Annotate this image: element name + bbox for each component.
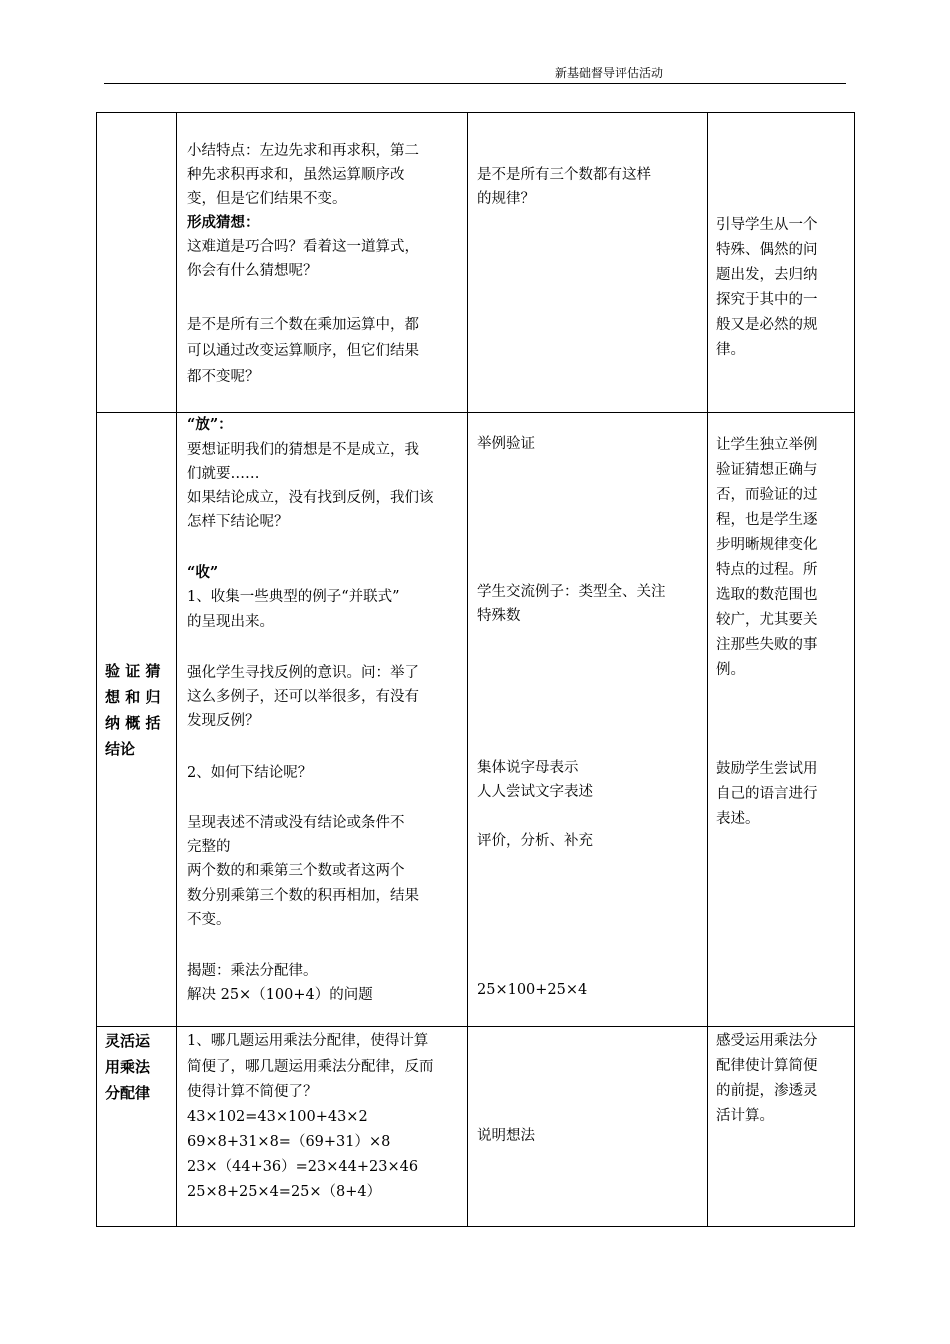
text-line: 般又是必然的规	[716, 317, 818, 333]
formula-line: 69×8+31×8=（69+31）×8	[187, 1134, 391, 1150]
text-line: 简便了，哪几题运用乘法分配律，反而	[187, 1059, 434, 1075]
stage-cell	[97, 413, 177, 1027]
text-line: 的呈现出来。	[187, 614, 274, 630]
design-intent-cell	[708, 413, 855, 1027]
text-line: 的规律？	[477, 191, 535, 207]
text-line: 选取的数范围也	[716, 587, 818, 603]
design-intent-cell	[708, 1027, 855, 1227]
header-rule	[104, 83, 846, 84]
text-line: 说明想法	[477, 1128, 535, 1144]
text-line: 完整的	[187, 839, 231, 855]
text-line: 都不变呢？	[187, 369, 260, 385]
text-line: 是不是所有三个数都有这样	[477, 167, 651, 183]
text-line: 不变。	[187, 912, 231, 928]
stage-label-line: 结论	[105, 740, 136, 758]
text-line: 表述。	[716, 811, 760, 827]
text-line: 律。	[716, 342, 745, 358]
text-line: 数分别乘第三个数的积再相加，结果	[187, 888, 419, 904]
text-line: 评价，分析、补充	[477, 833, 593, 849]
text-line: 种先求积再求和，虽然运算顺序改	[187, 167, 405, 183]
text-line: 是不是所有三个数在乘加运算中，都	[187, 317, 419, 333]
student-activity-cell	[468, 413, 708, 1027]
teacher-activity-cell	[177, 413, 468, 1027]
stage-cell	[97, 1027, 177, 1227]
table-row	[97, 113, 855, 413]
text-line: 两个数的和乘第三个数或者这两个	[187, 863, 405, 879]
text-line: 1、哪几题运用乘法分配律，使得计算	[187, 1033, 429, 1049]
text-line: 验证猜想正确与	[716, 462, 818, 478]
formula-line: 23×（44+36）=23×44+23×46	[187, 1159, 419, 1175]
text-line: 变，但是它们结果不变。	[187, 191, 347, 207]
text-line: 使得计算不简便了？	[187, 1084, 318, 1100]
text-line: 强化学生寻找反例的意识。问：举了	[187, 665, 419, 681]
text-line: 鼓励学生尝试用	[716, 761, 818, 777]
text-line: 人人尝试文字表述	[477, 784, 593, 800]
stage-label-line: 用乘法	[105, 1058, 151, 1076]
header-title: 新基础督导评估活动	[555, 66, 664, 80]
text-line: 集体说字母表示	[477, 760, 579, 776]
student-activity-cell	[468, 113, 708, 413]
text-line: 否，而验证的过	[716, 487, 818, 503]
text-line: 呈现表述不清或没有结论或条件不	[187, 815, 405, 831]
text-line: 的前提，渗透灵	[716, 1083, 818, 1099]
text-line: 25×100+25×4	[477, 982, 588, 998]
text-line: 小结特点：左边先求和再求积，第二	[187, 143, 419, 159]
section-heading: 形成猜想：	[187, 214, 260, 231]
text-line: 1、收集一些典型的例子“并联式”	[187, 589, 400, 605]
lesson-plan-table	[96, 112, 855, 1227]
stage-label-line: 灵活运	[105, 1032, 151, 1050]
text-line: 自己的语言进行	[716, 786, 818, 802]
table-row	[97, 1027, 855, 1227]
text-line: 学生交流例子：类型全、关注	[477, 584, 666, 600]
text-line: 较广，尤其要关	[716, 612, 818, 628]
text-line: 让学生独立举例	[716, 437, 818, 453]
text-line: 要想证明我们的猜想是不是成立，我	[187, 442, 419, 458]
text-line: 发现反例？	[187, 713, 260, 729]
stage-label-line: 纳 概 括	[105, 714, 161, 732]
text-line: 这么多例子，还可以举很多，有没有	[187, 689, 419, 705]
text-line: 2、如何下结论呢？	[187, 765, 313, 781]
student-activity-cell	[468, 1027, 708, 1227]
text-line: 你会有什么猜想呢？	[187, 263, 318, 279]
text-line: 解决 25×（100+4）的问题	[187, 987, 373, 1003]
table-row	[97, 413, 855, 1027]
text-line: 步明晰规律变化	[716, 537, 818, 553]
text-line: 引导学生从一个	[716, 217, 818, 233]
formula-line: 43×102=43×100+43×2	[187, 1109, 368, 1125]
section-heading: “收”	[187, 564, 219, 581]
text-line: 怎样下结论呢？	[187, 514, 289, 530]
text-line: 题出发，去归纳	[716, 267, 818, 283]
teacher-activity-cell	[177, 113, 468, 413]
formula-line: 25×8+25×4=25×（8+4）	[187, 1184, 382, 1200]
text-line: 例。	[716, 662, 745, 678]
teacher-activity-cell	[177, 1027, 468, 1227]
text-line: 揭题：乘法分配律。	[187, 963, 318, 979]
text-line: 注那些失败的事	[716, 637, 818, 653]
stage-label-line: 分配律	[105, 1084, 151, 1102]
text-line: 程，也是学生逐	[716, 512, 818, 528]
text-line: 特殊、偶然的问	[716, 242, 818, 258]
text-line: 们就要……	[187, 466, 260, 482]
text-line: 特殊数	[477, 608, 521, 624]
text-line: 这难道是巧合吗？看着这一道算式，	[187, 239, 419, 255]
stage-label-line: 想 和 归	[105, 688, 161, 706]
text-line: 探究于其中的一	[716, 292, 818, 308]
text-line: 如果结论成立，没有找到反例，我们该	[187, 490, 434, 506]
text-line: 可以通过改变运算顺序，但它们结果	[187, 343, 419, 359]
text-line: 举例验证	[477, 436, 535, 452]
text-line: 活计算。	[716, 1108, 774, 1124]
design-intent-cell	[708, 113, 855, 413]
stage-cell	[97, 113, 177, 413]
section-heading: “放”：	[187, 416, 233, 433]
stage-label-line: 验 证 猜	[105, 662, 161, 680]
text-line: 特点的过程。所	[716, 562, 818, 578]
text-line: 感受运用乘法分	[716, 1033, 818, 1049]
text-line: 配律使计算简便	[716, 1058, 818, 1074]
